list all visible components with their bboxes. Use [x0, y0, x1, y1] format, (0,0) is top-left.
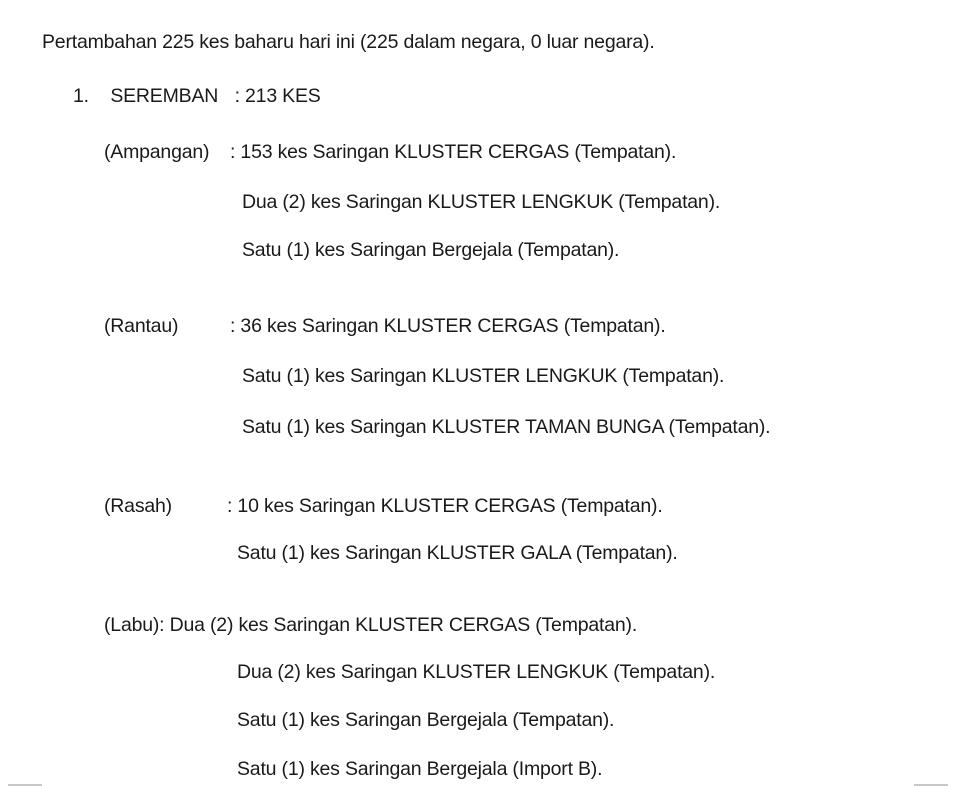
- area-ampangan-first-line: : 153 kes Saringan KLUSTER CERGAS (Tempatan).: [230, 141, 677, 163]
- area-ampangan-line-2: Dua (2) kes Saringan KLUSTER LENGKUK (Tempatan).: [242, 191, 721, 213]
- intro-text: Pertambahan 225 kes baharu hari ini (225 dalam negara, 0 luar negara).: [42, 31, 655, 53]
- area-label-rantau: (Rantau): [104, 315, 179, 337]
- district-heading: [73, 84, 321, 108]
- area-ampangan-row: [104, 140, 676, 164]
- area-rasah-line-2: Satu (1) kes Saringan KLUSTER GALA (Tempatan).: [237, 542, 678, 564]
- district-total: : 213 KES: [234, 85, 321, 107]
- area-label-rasah: (Rasah): [104, 495, 172, 517]
- area-labu-line-3: Satu (1) kes Saringan Bergejala (Tempatan).: [237, 709, 615, 731]
- area-rasah-first-line: : 10 kes Saringan KLUSTER CERGAS (Tempatan).: [227, 495, 663, 517]
- list-number: 1.: [73, 85, 89, 107]
- area-labu-row: [104, 613, 637, 637]
- area-label-labu: (Labu):: [104, 614, 165, 636]
- area-label-ampangan: (Ampangan): [104, 141, 210, 163]
- area-rantau-line-3: Satu (1) kes Saringan KLUSTER TAMAN BUNGA (Tempatan).: [242, 416, 771, 438]
- area-labu-line-2: Dua (2) kes Saringan KLUSTER LENGKUK (Tempatan).: [237, 661, 716, 683]
- area-ampangan-line-3: Satu (1) kes Saringan Bergejala (Tempatan).: [242, 239, 620, 261]
- area-rantau-row: [104, 314, 666, 338]
- district-name: SEREMBAN: [110, 85, 219, 107]
- area-rantau-line-2: Satu (1) kes Saringan KLUSTER LENGKUK (Tempatan).: [242, 365, 725, 387]
- area-rantau-first-line: : 36 kes Saringan KLUSTER CERGAS (Tempatan).: [230, 315, 666, 337]
- area-labu-line-4: Satu (1) kes Saringan Bergejala (Import B).: [237, 758, 603, 780]
- area-rasah-row: [104, 494, 663, 518]
- area-labu-first-line: Dua (2) kes Saringan KLUSTER CERGAS (Tempatan).: [169, 614, 638, 636]
